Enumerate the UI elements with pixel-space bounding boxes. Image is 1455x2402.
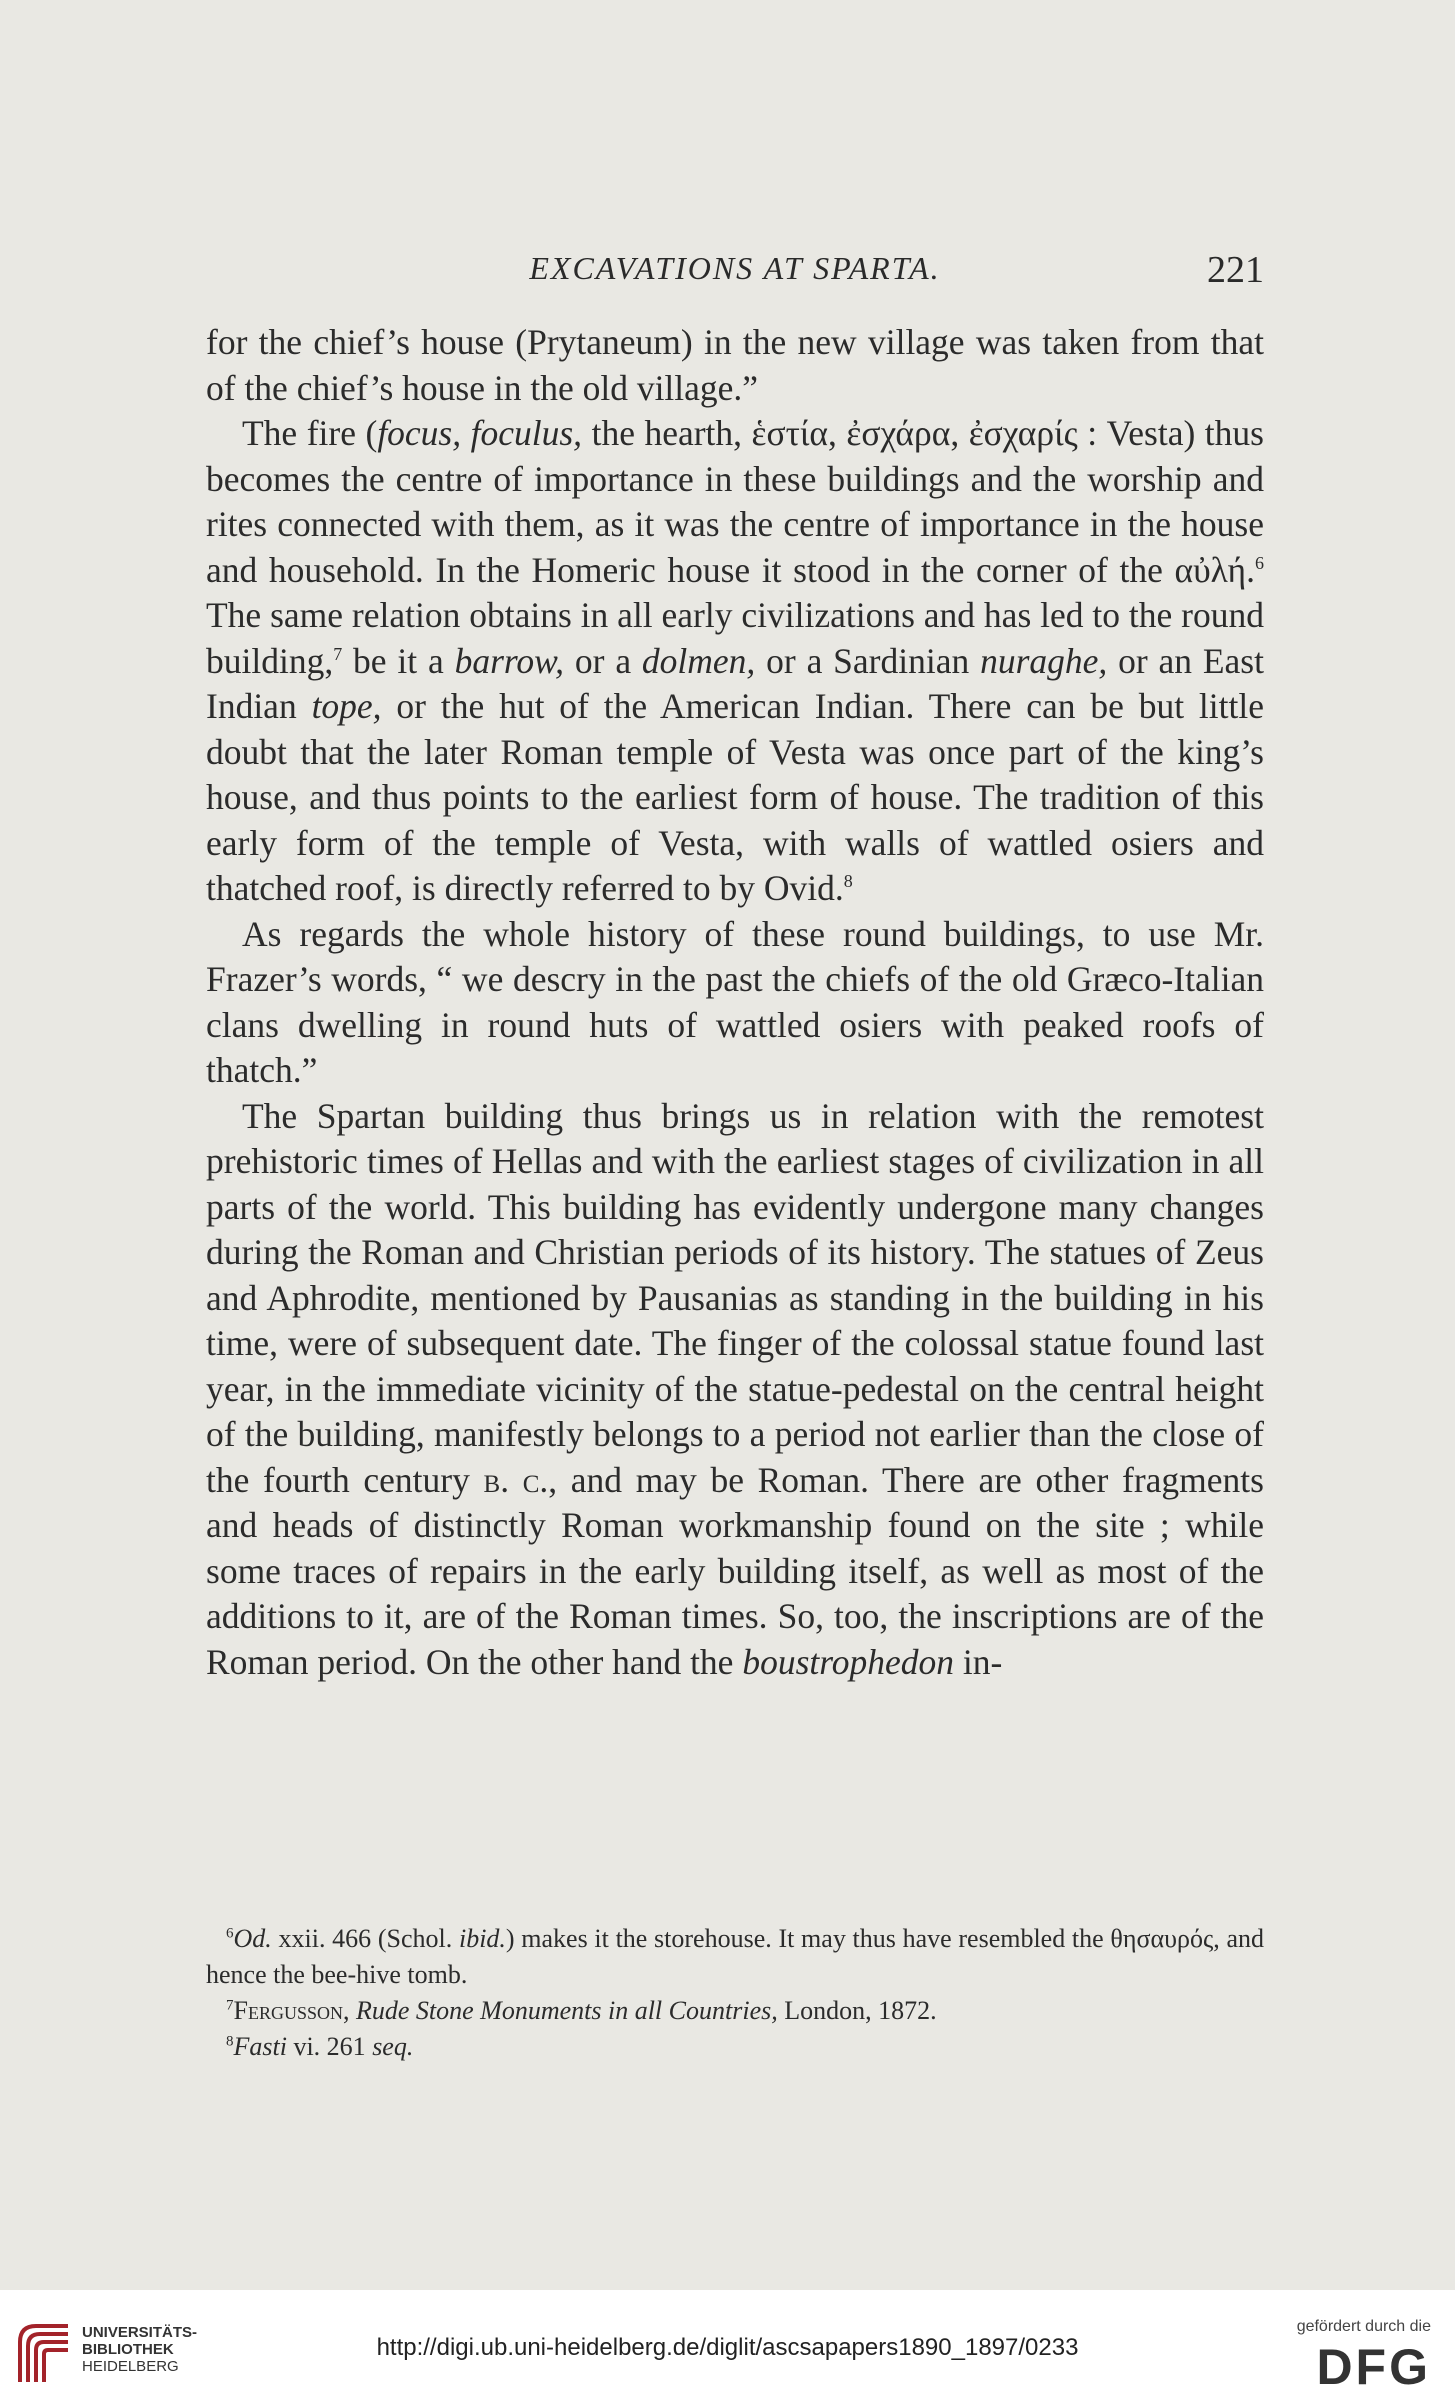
paragraph-4 <box>206 1094 1264 1686</box>
dfg-logo: DFG <box>1316 2339 1431 2395</box>
running-title: EXCAVATIONS AT SPARTA. <box>529 250 941 286</box>
running-head <box>206 248 1264 294</box>
footnote-number: 6 <box>226 1925 234 1942</box>
italic-term: seq. <box>372 2032 414 2061</box>
text-span: or an East Indian <box>206 640 1264 726</box>
italic-term: barrow, <box>454 640 565 681</box>
text-span: ) makes it the storehouse. It may thus have resembled the θησαυρός, and hence the bee-hive tomb. <box>206 1924 1264 1989</box>
footnotes <box>206 1921 1264 2065</box>
footnote-ref-8[interactable]: 8 <box>843 871 853 892</box>
text-span: the hearth, ἑστία, ἐσχάρα, ἐσχαρίς : Vesta) thus becomes the centre of importance in these buildings and the worship and rites connected with them, as it was the centre of importance in the house and household. In the Homeric house it stood in the corner of the αὐλή. <box>206 413 1264 590</box>
footnote-number: 7 <box>226 1997 234 2014</box>
library-name-line: HEIDELBERG <box>82 2358 179 2375</box>
text-span: be it a <box>342 640 455 681</box>
footnote-ref-7[interactable]: 7 <box>333 643 343 664</box>
text-span: or a <box>564 640 642 681</box>
text-span: vi. 261 <box>286 2032 373 2061</box>
funded-by-label: gefördert durch die <box>1296 2318 1431 2335</box>
italic-term: boustrophedon <box>742 1641 955 1682</box>
text-span: London, 1872. <box>777 1996 937 2025</box>
text-span: or a Sardinian <box>755 640 981 681</box>
italic-term: Rude Stone Monuments in all Countries, <box>355 1996 778 2025</box>
text-span: The Spartan building thus brings us in relation with the remotest prehistoric times of Hellas and with the earliest stages of civilization in all parts of the world. This building has evidently undergone many changes during the Roman and Christian periods of its history. The statues of Zeus and Aphrodite, mentioned by Pausanias as standing in the building in his time, were of subsequent date. The finger of the colossal statue found last year, in the immediate vicinity of the statue-pedestal on the central height of the building, manifestly belongs to a period not earlier than the close of the fourth century <box>206 1095 1264 1500</box>
paragraph-3: As regards the whole history of these round buildings, to use Mr. Frazer’s words, “ we descry in the past the chiefs of the old Græco-Italian clans dwelling in round huts of wattled osiers with peaked roofs of thatch.” <box>206 913 1264 1090</box>
page-number: 221 <box>1207 249 1264 291</box>
italic-term: dolmen, <box>641 640 756 681</box>
library-name-line: UNIVERSITÄTS- <box>82 2324 198 2341</box>
text-span: , <box>342 1996 356 2025</box>
text-span: The same relation obtains in all early civilizations and has led to the round building, <box>206 595 1264 681</box>
italic-term: ibid. <box>458 1924 506 1953</box>
paragraph-1: for the chief’s house (Prytaneum) in the new village was taken from that of the chief’s house in the old village.” <box>206 322 1264 408</box>
digitization-footer <box>0 2290 1455 2402</box>
small-caps-term: b. c. <box>483 1459 549 1500</box>
source-url-link[interactable]: http://digi.ub.uni-heidelberg.de/diglit/ascsapapers1890_1897/0233 <box>376 2334 1079 2361</box>
text-span: xxii. 466 (Schol. <box>271 1924 459 1953</box>
text-span: The fire ( <box>242 413 378 453</box>
author-name: Fergusson <box>233 1996 343 2025</box>
footnote-6 <box>206 1921 1264 1993</box>
footnote-8 <box>206 2029 1264 2065</box>
italic-term: Fasti <box>233 2032 287 2061</box>
text-span: or the hut of the American Indian. There can be but little doubt that the later Roman temple of Vesta was once part of the king’s house, and thus points to the earliest form of house. The tradition of this early form of the temple of Vesta, with walls of wattled osiers and thatched roof, is directly referred to by Ovid. <box>206 686 1264 908</box>
footnote-7 <box>206 1993 1264 2029</box>
italic-term: focus, foculus, <box>377 413 583 453</box>
paragraph-2 <box>206 411 1264 912</box>
body-text <box>206 320 1264 1685</box>
text-span: in- <box>954 1641 1003 1682</box>
italic-term: Od. <box>233 1924 272 1953</box>
footnote-number: 8 <box>226 2033 234 2050</box>
italic-term: tope, <box>311 686 382 726</box>
text-span: , and may be Roman. There are other fragments and heads of distinctly Roman workmanship found on the site ; while some traces of repairs in the early building itself, as well as most of the additions to it, are of the Roman times. So, too, the inscriptions are of the Roman period. On the other hand the <box>206 1459 1264 1682</box>
italic-term: nuraghe, <box>980 640 1108 681</box>
footnote-ref-6[interactable]: 6 <box>1255 552 1264 573</box>
library-name-line: BIBLIOTHEK <box>82 2341 174 2358</box>
